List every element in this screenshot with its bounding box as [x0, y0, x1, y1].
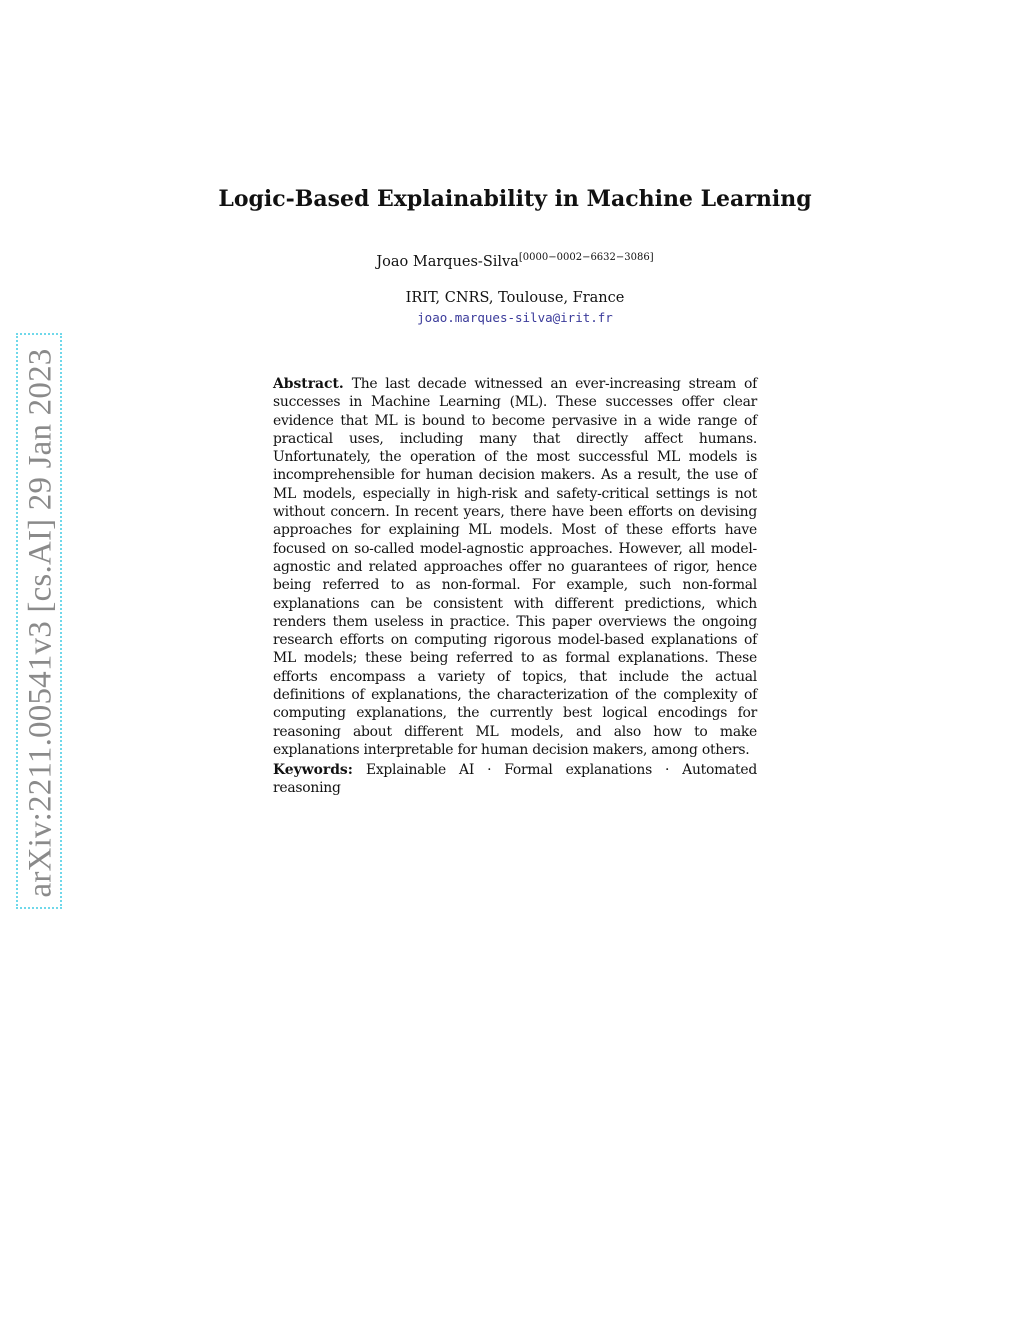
author-email[interactable]: joao.marques-silva@irit.fr: [417, 310, 613, 325]
paper-title: Logic-Based Explainability in Machine Learning: [218, 186, 812, 212]
author-orcid[interactable]: [0000−0002−6632−3086]: [518, 252, 654, 264]
author-line: [200, 254, 830, 270]
affiliation: IRIT, CNRS, Toulouse, France: [405, 290, 625, 306]
keywords-text: Explainable AI · Formal explanations · Automated reasoning: [273, 762, 757, 797]
arxiv-stamp: [16, 333, 62, 909]
keywords: [273, 761, 757, 798]
keywords-label: Keywords:: [273, 762, 353, 778]
abstract: [273, 375, 757, 759]
abstract-text: The last decade witnessed an ever-increasing stream of successes in Machine Learning (ML). These successes offer clear evidence that ML is bound to become pervasive in a wide range of practical uses, including many that directly affect humans. Unfortunately, the operation of the most successful ML models is incomprehensible for human decision makers. As a result, the use of ML models, especially in high-risk and safety-critical settings is not without concern. In recent years, there have been efforts on devising approaches for explaining ML models. Most of these efforts have focused on so-called model-agnostic approaches. However, all model-agnostic and related approaches offer no guarantees of rigor, hence being referred to as non-formal. For example, such non-formal explanations can be consistent with different predictions, which renders them useless in practice. This paper overviews the ongoing research efforts on computing rigorous model-based explanations of ML models; these being referred to as formal explanations. These efforts encompass a variety of topics, that include the actual definitions of explanations, the characterization of the complexity of computing explanations, the currently best logical encodings for reasoning about different ML models, and also how to make explanations interpretable for human decision makers, among others.: [273, 376, 758, 758]
author-name: Joao Marques-Silva: [376, 254, 519, 270]
arxiv-identifier[interactable]: arXiv:2211.00541v3 [cs.AI] 29 Jan 2023: [22, 348, 59, 898]
abstract-label: Abstract.: [273, 376, 344, 392]
